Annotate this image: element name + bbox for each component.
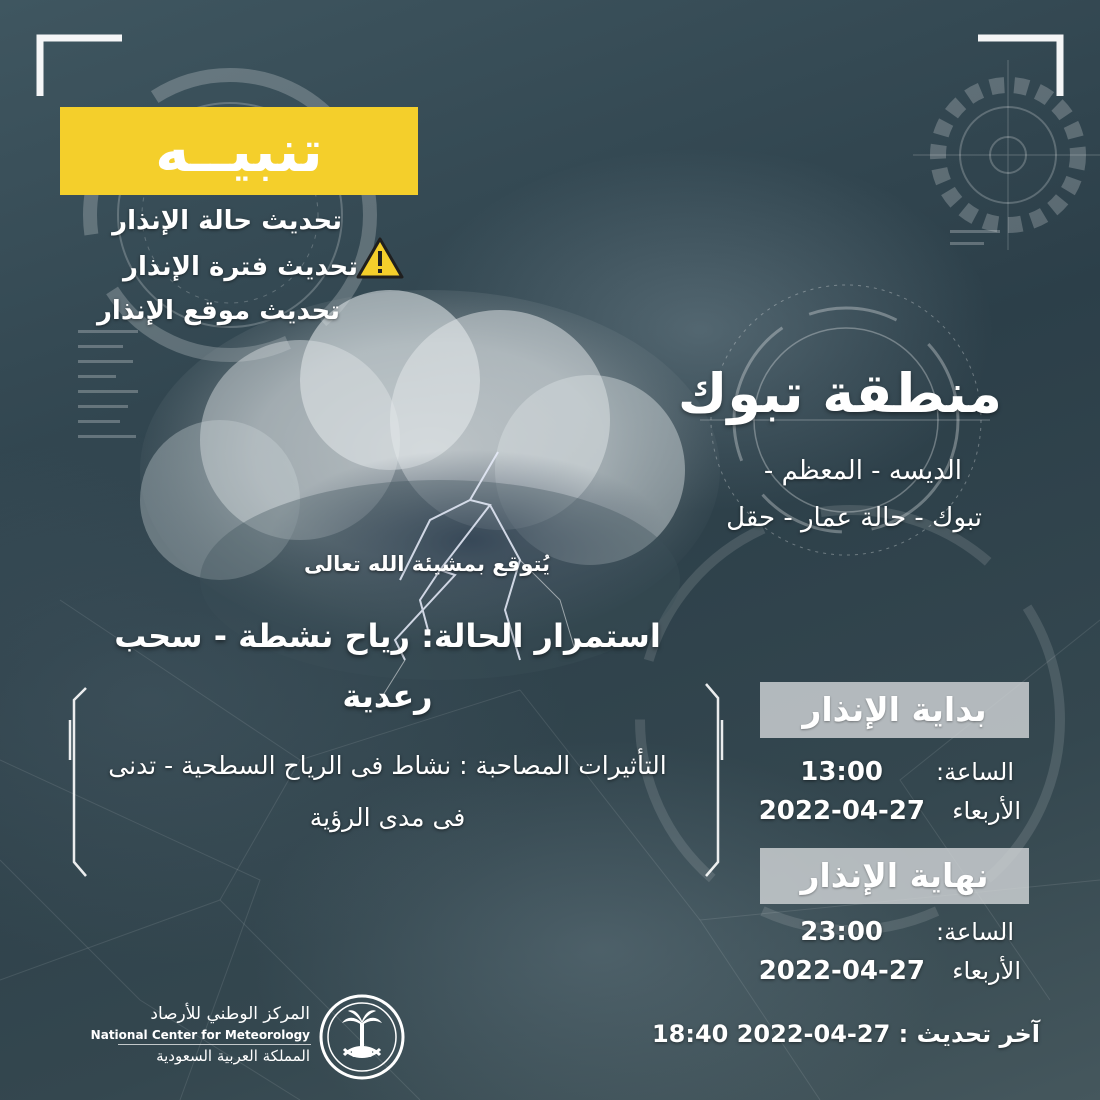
alert-line-period: تحديث فترة الإنذار [122,252,358,282]
alert-line-location: تحديث موقع الإنذار [96,296,340,326]
warning-start-time: 13:00 [800,757,883,787]
warning-end-time: 23:00 [800,917,883,947]
warning-start-date: 2022-04-27 [758,796,925,826]
forecast-condition: استمرار الحالة: رياح نشطة - سحب رعدية [114,617,661,715]
saudi-emblem-icon [318,993,406,1081]
warning-end-label: نهاية الإنذار [800,856,989,895]
warning-end-day: الأربعاء [952,957,1021,985]
warning-end-date: 2022-04-27 [758,956,925,986]
alert-title: تنبيــه [155,117,323,185]
warning-start-label: بداية الإنذار [802,690,987,729]
ncm-name-english: National Center for Meteorology [90,1028,310,1042]
warning-end-time-label: الساعة: [936,918,1014,946]
warning-start-time-label: الساعة: [936,758,1014,786]
ncm-name-arabic: المركز الوطني للأرصاد [150,1004,310,1024]
ncm-country: المملكة العربية السعودية [156,1047,310,1065]
forecast-impacts: التأثيرات المصاحبة : نشاط فى الرياح السطحية - تدنى فى مدى الرؤية [108,751,667,832]
region-title: منطقة تبوك [677,362,1002,425]
region-areas-line2: تبوك - حالة عمار - حقل [726,503,982,533]
alert-line-status: تحديث حالة الإنذار [112,206,342,236]
region-areas-line1: الديسه - المعظم - [763,456,962,486]
warning-start-day: الأربعاء [952,797,1021,825]
forecast-intro: يُتوقع بمشيئة الله تعالى [303,552,550,576]
warning-icon [355,236,405,280]
last-update: آخر تحديث : 27-04-2022 18:40 [651,1020,1040,1048]
logo-divider [118,1044,311,1045]
